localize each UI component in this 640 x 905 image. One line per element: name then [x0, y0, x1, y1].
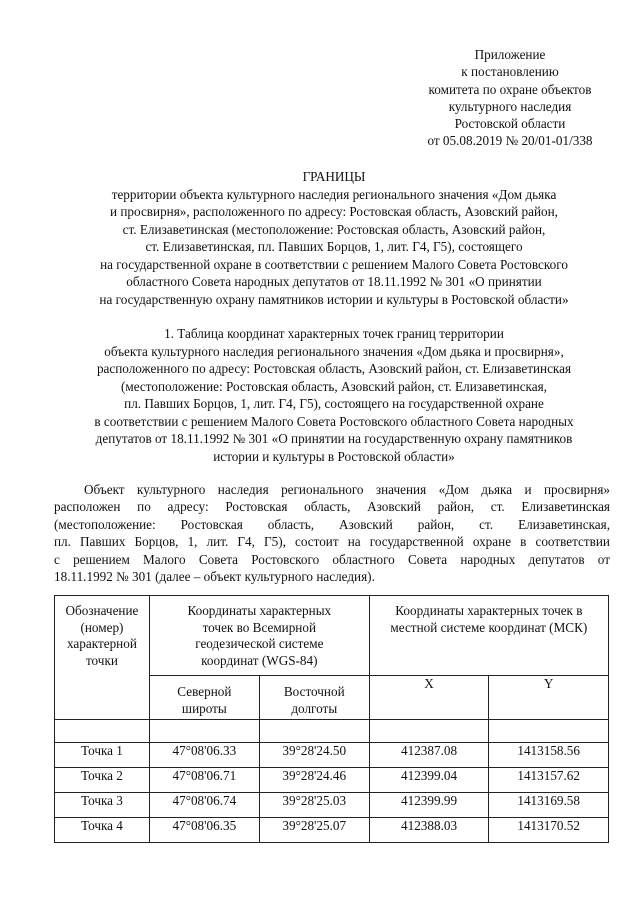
- section-line: объекта культурного наследия регионального значения «Дом дьяка и просвирня»,: [104, 343, 564, 359]
- cell-east: 39°28'25.07: [259, 818, 369, 843]
- heading-line: и просвирня», расположенного по адресу: Ростовская область, Азовский район,: [110, 204, 558, 219]
- cell-north: 47°08'06.71: [149, 768, 259, 793]
- heading-line: областного Совета народных депутатов от 18.11.1992 № 301 «О принятии: [126, 274, 542, 289]
- table-header-row: [55, 596, 609, 676]
- header-designation: Обозначение (номер) характерной точки: [55, 596, 150, 720]
- table-row: [55, 793, 609, 818]
- table-row: [55, 768, 609, 793]
- heading-line: территории объекта культурного наследия регионального значения «Дом дьяка: [111, 186, 557, 202]
- cell-y: 1413157.62: [489, 768, 609, 793]
- cell-east: 39°28'24.46: [259, 768, 369, 793]
- header-msk: Координаты характерных точек в местной системе координат (МСК): [369, 596, 608, 676]
- body-paragraph: [54, 481, 610, 585]
- paragraph-line: (местоположение: Ростовская область, Азовский район, ст. Елизаветинская,: [54, 516, 610, 532]
- paragraph-line: Объект культурного наследия регионального значения «Дом дьяка и просвирня»: [84, 482, 610, 497]
- cell-north: 47°08'06.33: [149, 743, 259, 768]
- paragraph-line: расположен по адресу: Ростовская область, Азовский район, ст. Елизаветинская: [54, 499, 610, 515]
- section-line: в соответствии с решением Малого Совета Ростовского областного Совета народных: [94, 413, 574, 429]
- cell-x: 412399.99: [369, 793, 489, 818]
- heading-line: ст. Елизаветинская (местоположение: Ростовская область, Азовский район,: [122, 221, 546, 237]
- header-north-latitude: Северной широты: [149, 676, 259, 720]
- appendix-line: комитета по охране объектов: [428, 81, 592, 97]
- cell-y: 1413158.56: [489, 743, 609, 768]
- cell-y: 1413170.52: [489, 818, 609, 843]
- appendix-line: культурного наследия: [448, 98, 572, 114]
- heading-line: ст. Елизаветинская, пл. Павших Борцов, 1, лит. Г4, Г5), состоящего: [145, 239, 523, 254]
- header-wgs84: Координаты характерных точек во Всемирной геодезической системе координат (WGS-84): [149, 596, 369, 676]
- cell-point: Точка 2: [55, 768, 150, 793]
- section-line: пл. Павших Борцов, 1, лит. Г4, Г5), состоящего на государственной охране: [124, 396, 544, 411]
- section-line: (местоположение: Ростовская область, Азовский район, ст. Елизаветинская,: [121, 378, 547, 394]
- appendix-line: к постановлению: [461, 64, 559, 80]
- header-y: Y: [489, 676, 609, 720]
- cell-point: Точка 4: [55, 818, 150, 843]
- table-spacer-row: [55, 720, 609, 743]
- section-1-heading: [54, 325, 614, 465]
- cell-point: Точка 1: [55, 743, 150, 768]
- document-heading: [54, 168, 614, 308]
- coordinates-table: [54, 595, 609, 843]
- header-x: X: [369, 676, 489, 720]
- cell-x: 412399.04: [369, 768, 489, 793]
- cell-x: 412387.08: [369, 743, 489, 768]
- appendix-line: Приложение: [474, 47, 546, 62]
- cell-y: 1413169.58: [489, 793, 609, 818]
- cell-north: 47°08'06.35: [149, 818, 259, 843]
- paragraph-line: 18.11.1992 № 301 (далее – объект культурного наследия).: [54, 569, 375, 585]
- cell-point: Точка 3: [55, 793, 150, 818]
- table-row: [55, 743, 609, 768]
- appendix-line: Ростовской области: [454, 116, 566, 132]
- cell-east: 39°28'25.03: [259, 793, 369, 818]
- section-line: 1. Таблица координат характерных точек границ территории: [164, 326, 504, 341]
- cell-north: 47°08'06.74: [149, 793, 259, 818]
- cell-east: 39°28'24.50: [259, 743, 369, 768]
- appendix-block: [395, 46, 625, 150]
- table-row: [55, 818, 609, 843]
- heading-title: ГРАНИЦЫ: [302, 169, 366, 184]
- cell-x: 412388.03: [369, 818, 489, 843]
- heading-line: на государственную охрану памятников истории и культуры в Ростовской области»: [99, 291, 569, 307]
- paragraph-line: с решением Малого Совета Ростовского областного Совета народных депутатов от: [54, 551, 610, 567]
- heading-line: на государственной охране в соответствии с решением Малого Совета Ростовского: [100, 256, 568, 272]
- appendix-line: от 05.08.2019 № 20/01-01/338: [427, 133, 593, 149]
- section-line: расположенного по адресу: Ростовская область, Азовский район, ст. Елизаветинская: [96, 361, 572, 376]
- header-east-longitude: Восточной долготы: [259, 676, 369, 720]
- section-line: истории и культуры в Ростовской области»: [213, 448, 455, 464]
- paragraph-line: пл. Павших Борцов, 1, лит. Г4, Г5), состоит на государственной охране в соответствии: [54, 534, 610, 550]
- section-line: депутатов от 18.11.1992 № 301 «О принятии на государственную охрану памятников: [95, 431, 573, 446]
